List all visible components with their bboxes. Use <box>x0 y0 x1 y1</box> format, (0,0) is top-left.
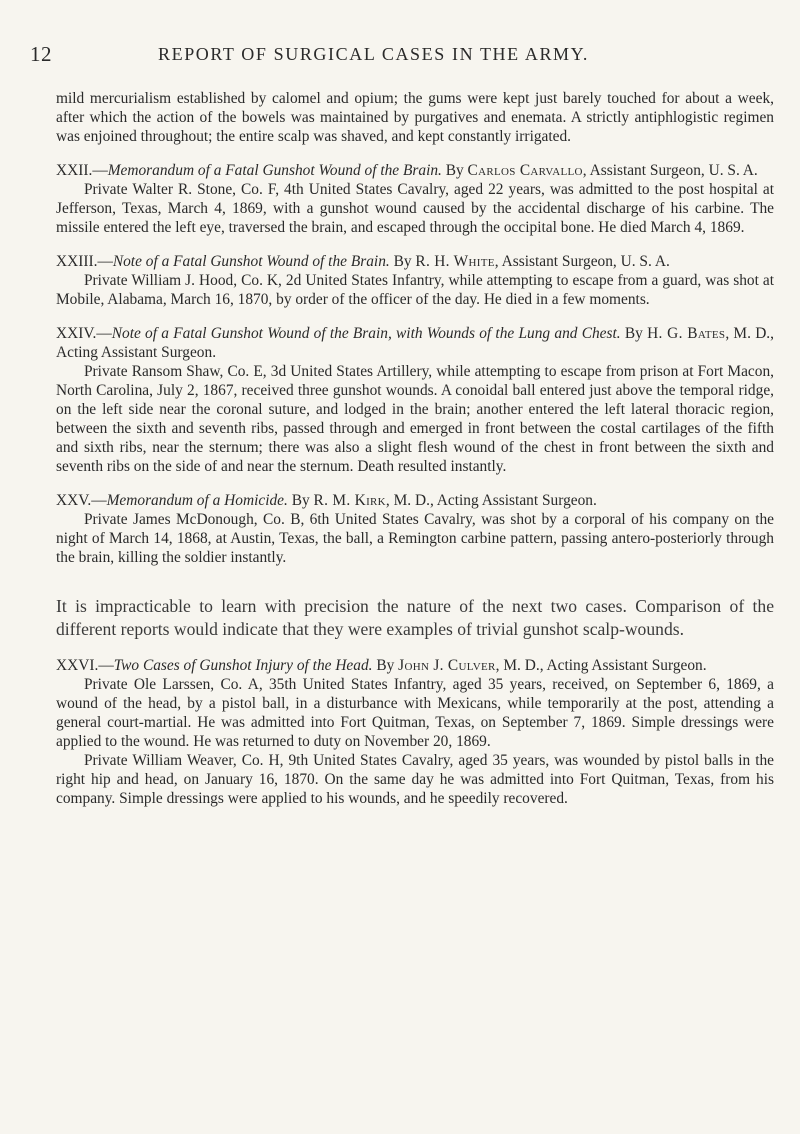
case-author-rank: , M. D., Acting Assistant Surgeon. <box>495 657 707 674</box>
by-text: By <box>287 492 314 509</box>
case-number: XXIV.— <box>56 325 112 342</box>
case-title: Note of a Fatal Gunshot Wound of the Brain, with Wounds of the Lung and Chest. <box>111 325 621 342</box>
case-author: H. G. Bates <box>647 325 726 342</box>
case-title: Two Cases of Gunshot Injury of the Head. <box>113 657 373 674</box>
case-23-heading <box>56 252 774 271</box>
case-number: XXVI.— <box>56 657 114 674</box>
page-number: 12 <box>30 42 52 66</box>
case-title: Memorandum of a Fatal Gunshot Wound of the Brain. <box>107 162 442 179</box>
page-body <box>56 89 774 808</box>
case-author: R. H. White <box>415 253 495 270</box>
case-author-rank: , Assistant Surgeon, U. S. A. <box>494 253 670 270</box>
case-author: John J. Culver <box>398 657 496 674</box>
case-title: Memorandum of a Homicide. <box>106 492 288 509</box>
case-number: XXIII.— <box>56 253 113 270</box>
running-head: REPORT OF SURGICAL CASES IN THE ARMY. <box>158 44 590 64</box>
case-author-rank: , M. D., Acting Assistant Surgeon. <box>385 492 597 509</box>
case-number: XXV.— <box>56 492 107 509</box>
case-25-heading <box>56 491 774 510</box>
case-author-rank: , M. D., Acting Assistant Surgeon. <box>56 325 775 361</box>
case-22-heading <box>56 161 774 180</box>
by-text: By <box>620 325 648 342</box>
case-number: XXII.— <box>56 162 108 179</box>
case-23-text: Private William J. Hood, Co. K, 2d United States Infantry, while attempting to escape from a guard, was shot at Mobile, Alabama, March 16, 1870, by order of the officer of the day. He died in a few moments. <box>56 272 774 308</box>
case-author-rank: , Assistant Surgeon, U. S. A. <box>582 162 758 179</box>
case-26-text-2: Private William Weaver, Co. H, 9th United States Cavalry, aged 35 years, was wounded by pistol balls in the right hip and head, on January 16, 1870. On the same day he was admitted into Fort Quitman, Texas, from his company. Simple dressings were applied to his wounds, and he speedily recovered. <box>56 752 774 807</box>
by-text: By <box>372 657 399 674</box>
paragraph-continuation: mild mercurialism established by calomel and opium; the gums were kept just barely touched for about a week, after which the action of the bowels was maintained by purgatives and enemata. A strictly antiphlogistic regimen was enjoined throughout; the entire scalp was shaved, and kept constantly irrigated. <box>56 90 774 145</box>
by-text: By <box>389 253 416 270</box>
case-22-text: Private Walter R. Stone, Co. F, 4th United States Cavalry, aged 22 years, was admitted to the post hospital at Jefferson, Texas, March 4, 1869, with a gunshot wound caused by the accidental discharge of his carbine. The missile entered the left eye, traversed the brain, and escaped through the occipital bone. He died March 4, 1869. <box>56 181 774 236</box>
page-header <box>30 42 774 68</box>
case-25-text: Private James McDonough, Co. B, 6th United States Cavalry, was shot by a corporal of his company on the night of March 14, 1868, at Austin, Texas, the ball, a Remington carbine pattern, passing antero-posteriorly through the brain, killing the soldier instantly. <box>56 511 774 566</box>
by-text: By <box>441 162 468 179</box>
case-26-text-1: Private Ole Larssen, Co. A, 35th United States Infantry, aged 35 years, received, on September 6, 1869, a wound of the head, by a pistol ball, in a disturbance with Mexicans, while temporarily at the post, attending a general court-martial. He was admitted into Fort Quitman, Texas, on September 7, 1869. Simple dressings were applied to the wound. He was returned to duty on November 20, 1869. <box>56 676 774 750</box>
case-24-text: Private Ransom Shaw, Co. E, 3d United States Artillery, while attempting to escape from prison at Fort Macon, North Carolina, July 2, 1867, received three gunshot wounds. A conoidal ball entered just above the temporal ridge, on the left side near the coronal suture, and lodged in the brain; another entered the left lateral thoracic region, between the sixth and seventh ribs, passed through and emerged in front between the costal cartilages of the fifth and sixth ribs, near the sternum; there was also a slight flesh wound of the chest in front between the sixth and seventh ribs on the side of and near the sternum. Death resulted instantly. <box>56 363 774 475</box>
case-26-heading <box>56 656 774 675</box>
case-title: Note of a Fatal Gunshot Wound of the Brain. <box>112 253 390 270</box>
case-24-heading <box>56 324 774 362</box>
case-author: R. M. Kirk <box>313 492 386 509</box>
case-author: Carlos Carvallo <box>467 162 583 179</box>
transitional-note: It is impracticable to learn with precision the nature of the next two cases. Comparison of the different reports would indicate that they were examples of trivial gunshot scalp-wounds. <box>56 596 774 639</box>
